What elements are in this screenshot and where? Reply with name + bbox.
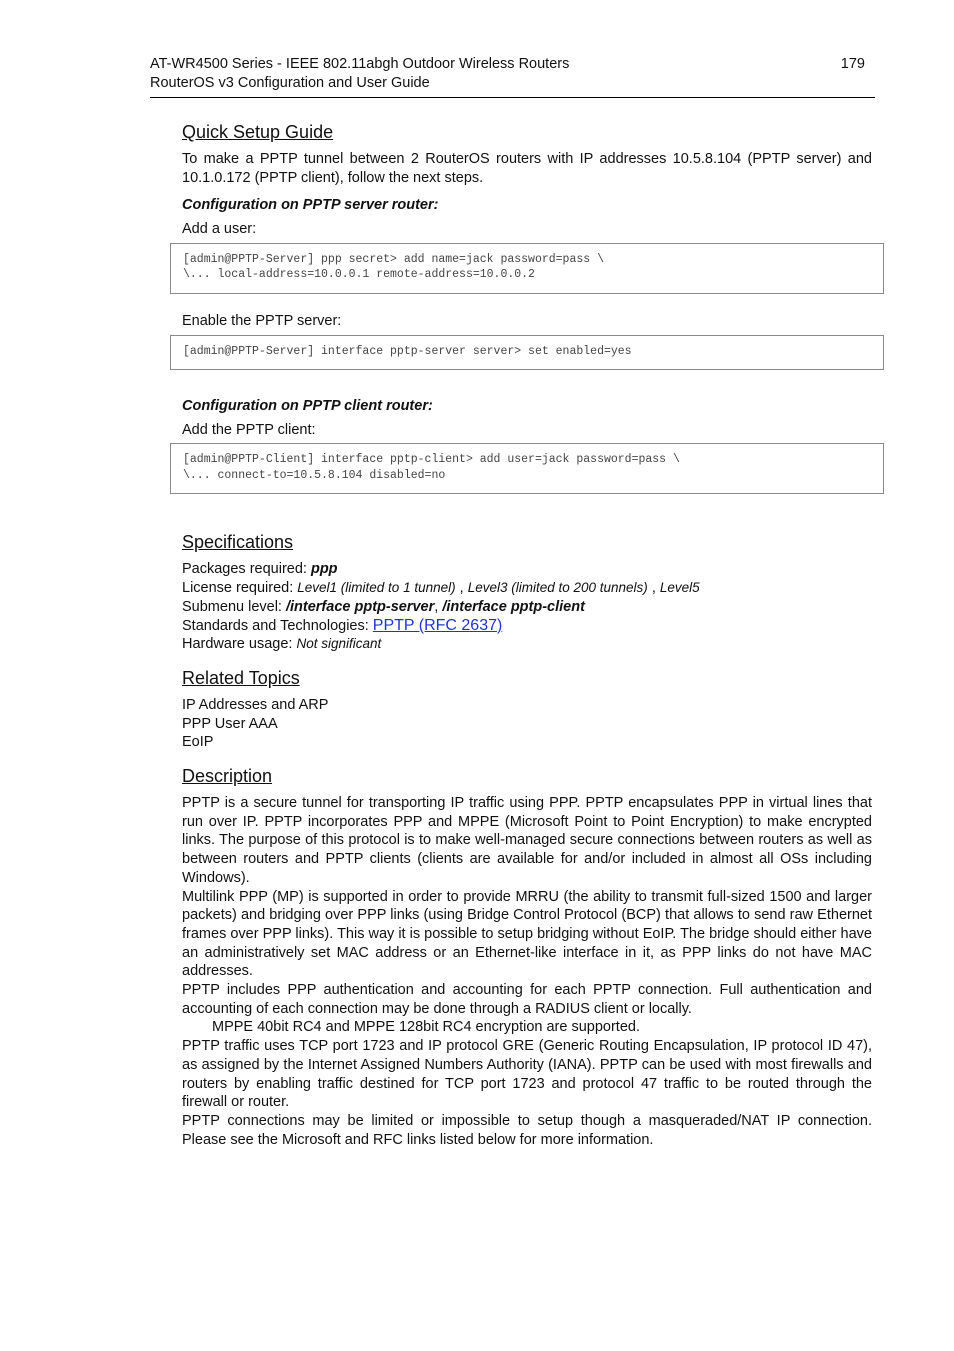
server-config-label: Configuration on PPTP server router: — [182, 197, 439, 214]
spec-packages-value: ppp — [310, 561, 338, 578]
description-paragraph: PPTP is a secure tunnel for transporting IP traffic using PPP. PPTP encapsulates PPP in virtual lines that run over IP. PPTP incorporates PPP and MPPE (Microsoft Point to Point Encryption) to make encrypted links. The purpose of this protocol is to make well-managed secure connections between routers as well as between routers and PPTP clients (clients are available for and/or included in almost all OSs including Windows). — [182, 795, 872, 886]
spec-packages: Packages required: ppp — [182, 561, 338, 578]
description-paragraph: PPTP includes PPP authentication and accounting for each PPTP connection. Full authentication and accounting of each connection may be done through a RADIUS client or locally. — [182, 982, 872, 1017]
add-client-label: Add the PPTP client: — [182, 421, 316, 438]
description-heading: Description — [182, 766, 273, 787]
quick-setup-intro: To make a PPTP tunnel between 2 RouterOS routers with IP addresses 10.5.8.104 (PPTP server) and 10.1.0.172 (PPTP client), follow the next steps. — [182, 151, 872, 186]
header-title-line2: RouterOS v3 Configuration and User Guide — [150, 75, 430, 91]
enable-server-code-block: [admin@PPTP-Server] interface pptp-server server> set enabled=yes — [170, 335, 884, 371]
description-paragraph: Multilink PPP (MP) is supported in order to provide MRRU (the ability to transmit full-sized 1500 and larger packets) and bridging over PPP links (using Bridge Control Protocol (BCP) that allows to send raw Ethernet frames over PPP links). This way it is possible to setup bridging without EoIP. The bridge should either have an administratively set MAC address or an Ethernet-like interface in it, as PPP links do not have MAC addresses. — [182, 888, 872, 980]
spec-submenu: Submenu level: /interface pptp-server, /interface pptp-client — [182, 598, 585, 615]
spec-hardware: Hardware usage: Not significant — [182, 636, 382, 653]
related-topic-item[interactable]: EoIP — [182, 734, 214, 751]
related-topics-heading: Related Topics — [182, 667, 300, 688]
page-header — [150, 55, 875, 98]
spec-license: License required: Level1 (limited to 1 tunnel) , Level3 (limited to 200 tunnels) , Level5 — [182, 580, 700, 597]
quick-setup-heading: Quick Setup Guide — [182, 122, 334, 142]
add-user-code-block: [admin@PPTP-Server] ppp secret> add name=jack password=pass \ \... local-address=10.0.0.1 remote-address=10.0.0.2 — [170, 243, 884, 294]
description-paragraph: PPTP traffic uses TCP port 1723 and IP protocol GRE (Generic Routing Encapsulation, IP protocol ID 47), as assigned by the Internet Assigned Numbers Authority (IANA). PPTP can be used with most firewalls and routers by enabling traffic destined for TCP port 1723 and protocol 47 traffic to be routed through the firewall or router. — [182, 1038, 872, 1111]
specifications-heading: Specifications — [182, 532, 294, 553]
page-number: 179 — [840, 56, 865, 72]
spec-standards: Standards and Technologies: PPTP (RFC 2637) — [182, 616, 503, 634]
header-title-line1: AT-WR4500 Series - IEEE 802.11abgh Outdoor Wireless Routers — [150, 56, 570, 72]
specifications-list — [182, 560, 872, 654]
related-topic-item[interactable]: PPP User AAA — [182, 715, 278, 732]
page-content — [182, 120, 872, 1149]
description-paragraph: MPPE 40bit RC4 and MPPE 128bit RC4 encryption are supported. — [212, 1019, 640, 1036]
related-topics-list — [182, 696, 872, 752]
add-client-code-block: [admin@PPTP-Client] interface pptp-client> add user=jack password=pass \ \... connect-to=10.5.8.104 disabled=no — [170, 443, 884, 494]
description-paragraph: PPTP connections may be limited or impossible to setup though a masqueraded/NAT IP connection. Please see the Microsoft and RFC links listed below for more information. — [182, 1113, 872, 1148]
related-topic-item[interactable]: IP Addresses and ARP — [182, 696, 329, 713]
enable-server-label: Enable the PPTP server: — [182, 312, 342, 329]
rfc-2637-link[interactable]: PPTP (RFC 2637) — [372, 616, 503, 634]
add-user-label: Add a user: — [182, 221, 257, 238]
client-config-label: Configuration on PPTP client router: — [182, 398, 433, 415]
